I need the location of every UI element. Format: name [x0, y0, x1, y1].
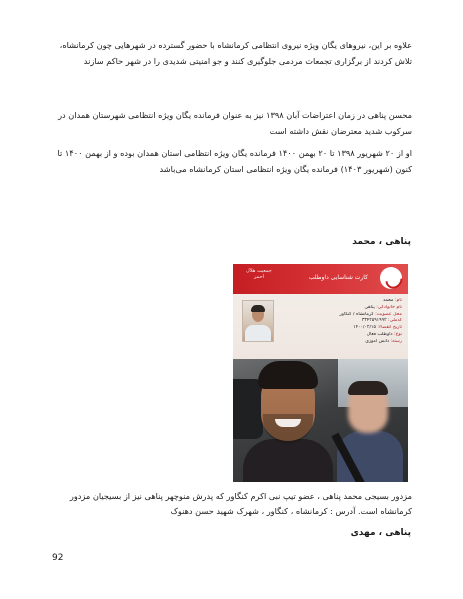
field-label: نام:: [394, 298, 402, 303]
field-label: نام خانوادگی:: [376, 304, 402, 310]
photo-caption: مزدور بسیجی محمد پناهی ، عضو تیپ نبی اکرم کنگاور که پدرش منوچهر پناهی نیز از بسیجیان مزدور کرمانشاه است. آدرس : کرمانشاه ، کنگاور ، شهرک شهید حسن دهنوک: [69, 491, 412, 516]
id-card-portrait-hair: [251, 305, 265, 312]
paragraph-crackdown: علاوه بر این، نیروهای یگان ویژه نیروی انتظامی کرمانشاه با حضور گسترده در شهرهایی چون کرمانشاه، تلاش کردند از برگزاری تجمعات مردمی جلوگیری کنند و جو امنیتی شدیدی را در شهر حاکم سازند: [59, 40, 412, 66]
subject-hair: [258, 361, 318, 389]
id-card-field: [282, 312, 402, 319]
field-label: رسته:: [390, 338, 402, 344]
id-card-field: [282, 332, 402, 339]
paragraph-command-history: او از ۲۰ شهریور ۱۳۹۸ تا ۲۰ بهمن ۱۴۰۰ فرمانده یگان ویژه انتظامی استان همدان بوده و از بهمن ۱۴۰۰ تا کنون (شهریور ۱۴۰۳) فرمانده یگان ویژه انتظامی استان کرمانشاه می‌باشد: [57, 148, 412, 174]
id-card-portrait: [242, 300, 274, 342]
id-card-header: [233, 264, 408, 294]
id-card-field: [282, 325, 402, 332]
section-heading-mohammad: پناهی ، محمد: [352, 237, 411, 247]
second-person-hair: [348, 381, 388, 395]
id-card-title: کارت شناسایی داوطلب: [308, 274, 368, 281]
field-value: پناهی: [364, 304, 375, 310]
subject-body: [243, 439, 333, 482]
field-label: کدملی:: [388, 318, 402, 324]
field-label: نوع:: [394, 331, 402, 337]
id-card-org: جمعیت هلال احمر: [246, 268, 272, 280]
car-headrest: [233, 379, 263, 439]
id-card: [233, 264, 408, 360]
field-value: محمد: [382, 298, 394, 303]
id-card-field: [282, 318, 402, 325]
subject-smile: [275, 419, 301, 427]
car-selfie-photo: [233, 359, 408, 482]
id-card-field: [282, 305, 402, 312]
field-label: تاریخ انقضاء:: [377, 325, 402, 331]
field-value: ۱۴۰۰/۰۲/۱۵: [353, 325, 376, 331]
id-card-portrait-shirt: [245, 325, 271, 341]
field-value: دانش آموزی: [365, 338, 390, 344]
red-crescent-icon: [380, 267, 402, 289]
id-card-field: [282, 339, 402, 346]
page-number: 92: [52, 553, 64, 563]
id-card-field: [282, 298, 402, 305]
field-value: ۳۳۴۲۵۹۱۹۹۲: [361, 318, 387, 324]
profile-photo: [233, 264, 408, 482]
paragraph-1398-protests: محسن پناهی در زمان اعتراضات آبان ۱۳۹۸ نیز به عنوان فرمانده یگان ویژه انتظامی شهرستان همدان در سرکوب شدید معترضان نقش داشته است: [58, 110, 412, 136]
section-heading-mahdi: پناهی ، مهدی: [350, 528, 411, 538]
field-value: کرمانشاه / کنگاور: [339, 311, 374, 317]
id-card-fields: [282, 298, 402, 346]
field-label: محل عضویت:: [375, 311, 402, 317]
field-value: داوطلب فعال: [366, 331, 393, 337]
